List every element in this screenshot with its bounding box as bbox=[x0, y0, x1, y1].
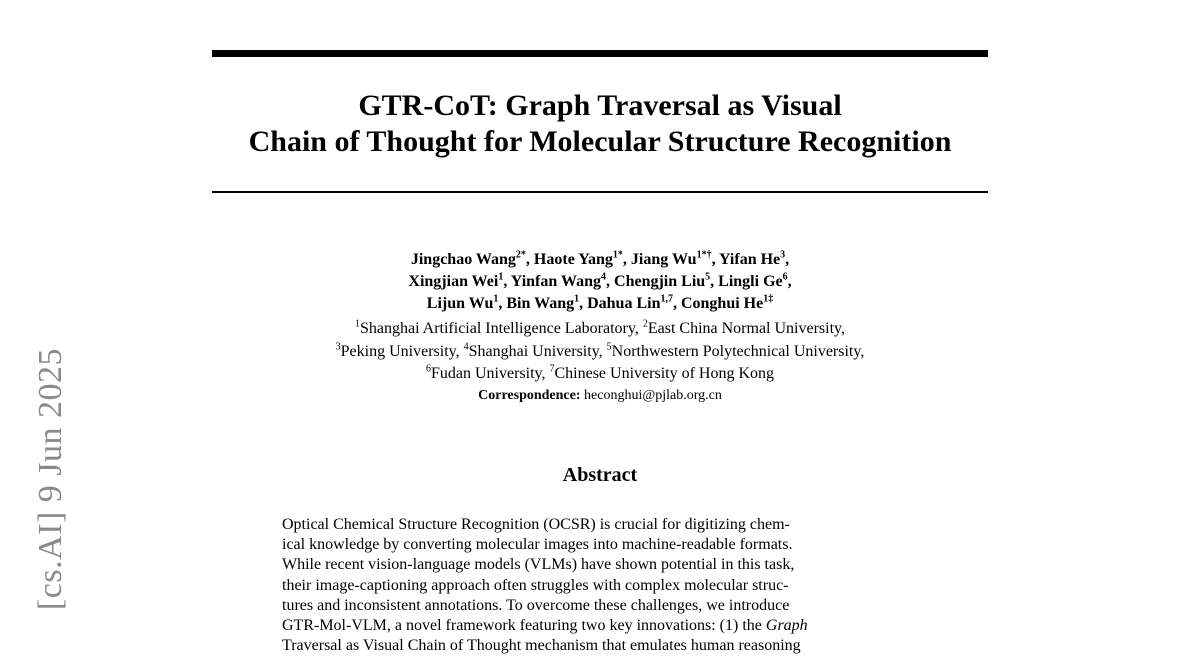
author-name: Yifan He bbox=[718, 251, 781, 268]
author-sup: 2* bbox=[515, 249, 526, 261]
abstract-line: ical knowledge by converting molecular images into machine-readable formats. bbox=[282, 536, 793, 554]
author-sup: 1 bbox=[498, 271, 504, 283]
author-name: Jingchao Wang bbox=[410, 251, 516, 268]
affiliation-text: Peking University, bbox=[340, 342, 464, 360]
title-line-2: Chain of Thought for Molecular Structure Recognition bbox=[248, 125, 952, 158]
author-name: Lijun Wu bbox=[426, 295, 494, 312]
affiliation-list bbox=[220, 318, 980, 386]
affiliation-sup: 5 bbox=[606, 341, 612, 353]
abstract-line-prefix: GTR-Mol-VLM, a novel framework featuring two key innovations: (1) the bbox=[282, 617, 766, 635]
title-rule-top bbox=[212, 50, 988, 57]
correspondence bbox=[250, 386, 950, 406]
abstract-body bbox=[282, 515, 922, 656]
abstract-line: Optical Chemical Structure Recognition (OCSR) is crucial for digitizing chem- bbox=[282, 516, 790, 533]
author-sep: , bbox=[787, 273, 792, 290]
author-sep: , bbox=[672, 295, 681, 312]
affiliation-text: Chinese University of Hong Kong bbox=[554, 365, 775, 382]
paper-title bbox=[200, 88, 1000, 160]
arxiv-stamp-text: [cs.AI] 9 Jun 2025 bbox=[32, 348, 69, 611]
affiliation-sup: 3 bbox=[335, 341, 341, 353]
author-list bbox=[250, 249, 950, 315]
affiliation-text: Fudan University, bbox=[430, 365, 550, 382]
author-name: Chengjin Liu bbox=[614, 273, 706, 290]
affiliation-line-1 bbox=[220, 318, 980, 341]
author-name: Lingli Ge bbox=[718, 273, 783, 290]
author-sep: , bbox=[498, 295, 507, 312]
affiliation-sup: 2 bbox=[642, 318, 648, 330]
abstract-heading: Abstract bbox=[562, 464, 638, 486]
arxiv-stamp bbox=[31, 348, 71, 648]
affiliation-sup: 7 bbox=[549, 363, 555, 375]
affiliation-text: Shanghai University, bbox=[468, 342, 607, 360]
author-sup: 6 bbox=[782, 271, 788, 283]
author-line-2 bbox=[250, 271, 950, 293]
author-name: Xingjian Wei bbox=[408, 273, 499, 290]
author-sep: , bbox=[710, 273, 719, 290]
author-sep: , bbox=[525, 251, 534, 268]
affiliation-sup: 4 bbox=[463, 341, 469, 353]
affiliation-text: Shanghai Artificial Intelligence Laboratory, bbox=[359, 320, 643, 337]
author-sup: 1 bbox=[574, 293, 580, 305]
author-sup: 3 bbox=[780, 249, 786, 261]
author-line-1 bbox=[250, 249, 950, 271]
author-name: Jiang Wu bbox=[630, 251, 697, 268]
author-sup: 4 bbox=[601, 271, 607, 283]
abstract-line-cutoff: Traversal as Visual Chain of Thought mechanism that emulates human reasoning bbox=[282, 637, 801, 655]
author-name: Dahua Lin bbox=[587, 295, 661, 312]
affiliation-line-2 bbox=[220, 341, 980, 364]
author-sup: 1,7 bbox=[660, 293, 673, 305]
correspondence-email[interactable]: heconghui@pjlab.org.cn bbox=[580, 388, 722, 403]
author-sep: , bbox=[579, 295, 588, 312]
author-sep: , bbox=[622, 251, 631, 268]
author-sep: , bbox=[503, 273, 511, 290]
abstract-line bbox=[282, 616, 922, 636]
author-sep: , bbox=[711, 251, 719, 268]
affiliation-sup: 6 bbox=[425, 363, 431, 375]
title-rule-bottom bbox=[212, 191, 988, 193]
author-sup: 1‡ bbox=[763, 293, 774, 305]
affiliation-line-3 bbox=[220, 363, 980, 386]
author-sup: 1*† bbox=[696, 249, 712, 261]
affiliation-sup: 1 bbox=[354, 318, 360, 330]
affiliation-text: Northwestern Polytechnical University, bbox=[611, 342, 865, 360]
abstract-line: tures and inconsistent annotations. To overcome these challenges, we introduce bbox=[282, 596, 790, 614]
title-line-1: GTR-CoT: Graph Traversal as Visual bbox=[358, 89, 842, 122]
author-sep: , bbox=[606, 273, 615, 290]
author-name: Bin Wang bbox=[506, 295, 575, 312]
author-name: Haote Yang bbox=[533, 251, 613, 268]
author-sup: 1 bbox=[493, 293, 499, 305]
author-line-3 bbox=[250, 293, 950, 315]
author-sep: , bbox=[785, 251, 790, 268]
author-sup: 5 bbox=[705, 271, 711, 283]
author-name: Yinfan Wang bbox=[510, 273, 602, 290]
abstract-italic-term: Graph bbox=[765, 617, 808, 635]
correspondence-label: Correspondence: bbox=[478, 388, 581, 403]
author-sup: 1* bbox=[612, 249, 623, 261]
affiliation-text: East China Normal University, bbox=[647, 320, 845, 337]
abstract-line: While recent vision-language models (VLMs) have shown potential in this task, bbox=[282, 556, 795, 574]
author-name: Conghui He bbox=[680, 295, 764, 312]
abstract-line: their image-captioning approach often struggles with complex molecular struc- bbox=[282, 576, 789, 594]
